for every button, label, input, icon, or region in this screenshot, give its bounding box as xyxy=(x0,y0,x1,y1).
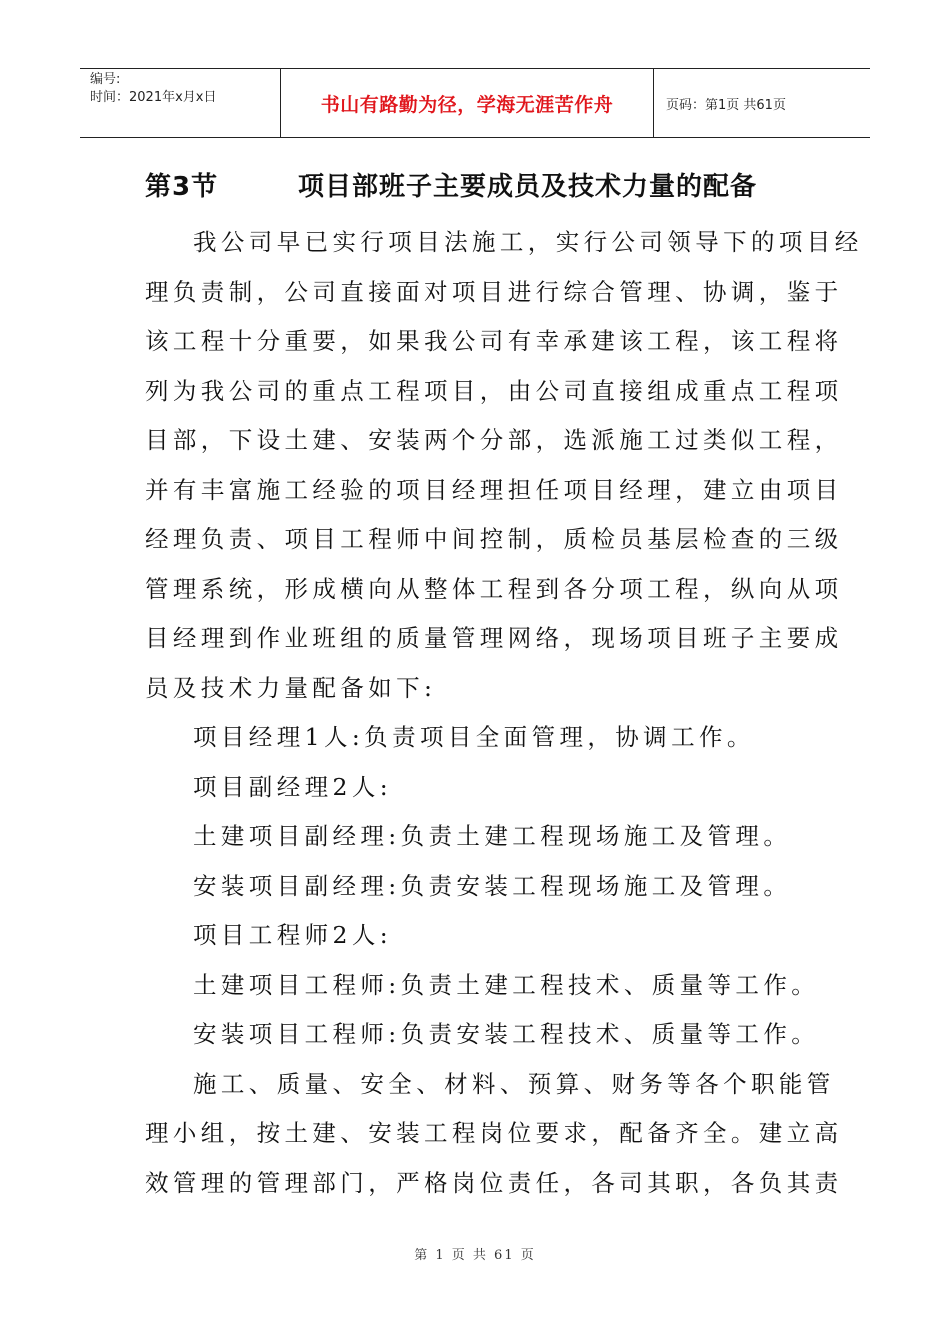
header-page-info: 页码：第1页 共61页 xyxy=(666,97,786,113)
header-meta xyxy=(80,69,281,137)
paragraph-line: 管理系统，形成横向从整体工程到各分项工程，纵向从项 xyxy=(145,574,843,603)
paragraph-line: 该工程十分重要，如果我公司有幸承建该工程，该工程将 xyxy=(145,327,843,355)
page-header xyxy=(80,68,870,138)
staff-item: 项目副经理2人: xyxy=(193,772,393,801)
paragraph-line: 并有丰富施工经验的项目经理担任项目经理，建立由项目 xyxy=(145,475,843,504)
staff-item: 土建项目副经理:负责土建工程现场施工及管理。 xyxy=(193,822,792,850)
paragraph-line: 我公司早已实行项目法施工，实行公司领导下的项目经 xyxy=(193,228,863,256)
paragraph-line: 目部，下设土建、安装两个分部，选派施工过类似工程， xyxy=(145,426,843,454)
paragraph-line: 理负责制，公司直接面对项目进行综合管理、协调，鉴于 xyxy=(145,277,843,306)
section-heading xyxy=(145,166,757,203)
document-body xyxy=(145,218,863,1208)
staff-item: 项目工程师2人: xyxy=(193,921,393,949)
paragraph-line: 目经理到作业班组的质量管理网络，现场项目班子主要成 xyxy=(145,624,843,652)
paragraph-line: 列为我公司的重点工程项目，由公司直接组成重点工程项 xyxy=(145,376,843,405)
section-number: 第3节 xyxy=(145,172,219,202)
staff-item: 安装项目副经理:负责安装工程现场施工及管理。 xyxy=(193,871,792,900)
paragraph-line: 效管理的管理部门，严格岗位责任，各司其职，各负其责 xyxy=(145,1168,843,1197)
staff-item: 项目经理1人:负责项目全面管理，协调工作。 xyxy=(193,723,755,751)
paragraph-line: 理小组，按土建、安装工程岗位要求，配备齐全。建立高 xyxy=(145,1119,843,1147)
paragraph-line: 施工、质量、安全、材料、预算、财务等各个职能管 xyxy=(193,1069,835,1098)
section-title: 项目部班子主要成员及技术力量的配备 xyxy=(298,172,758,202)
document-number-label: 编号: xyxy=(90,72,121,87)
header-motto: 书山有路勤为径，学海无涯苦作舟 xyxy=(281,69,654,137)
page-footer: 第 1 页 共 61 页 xyxy=(414,1248,536,1263)
paragraph-line: 员及技术力量配备如下: xyxy=(145,673,437,702)
staff-item: 安装项目工程师:负责安装工程技术、质量等工作。 xyxy=(193,1020,820,1048)
document-date: 时间：2021年x月x日 xyxy=(90,90,217,105)
staff-item: 土建项目工程师:负责土建工程技术、质量等工作。 xyxy=(193,970,820,999)
paragraph-line: 经理负责、项目工程师中间控制，质检员基层检查的三级 xyxy=(145,525,843,553)
